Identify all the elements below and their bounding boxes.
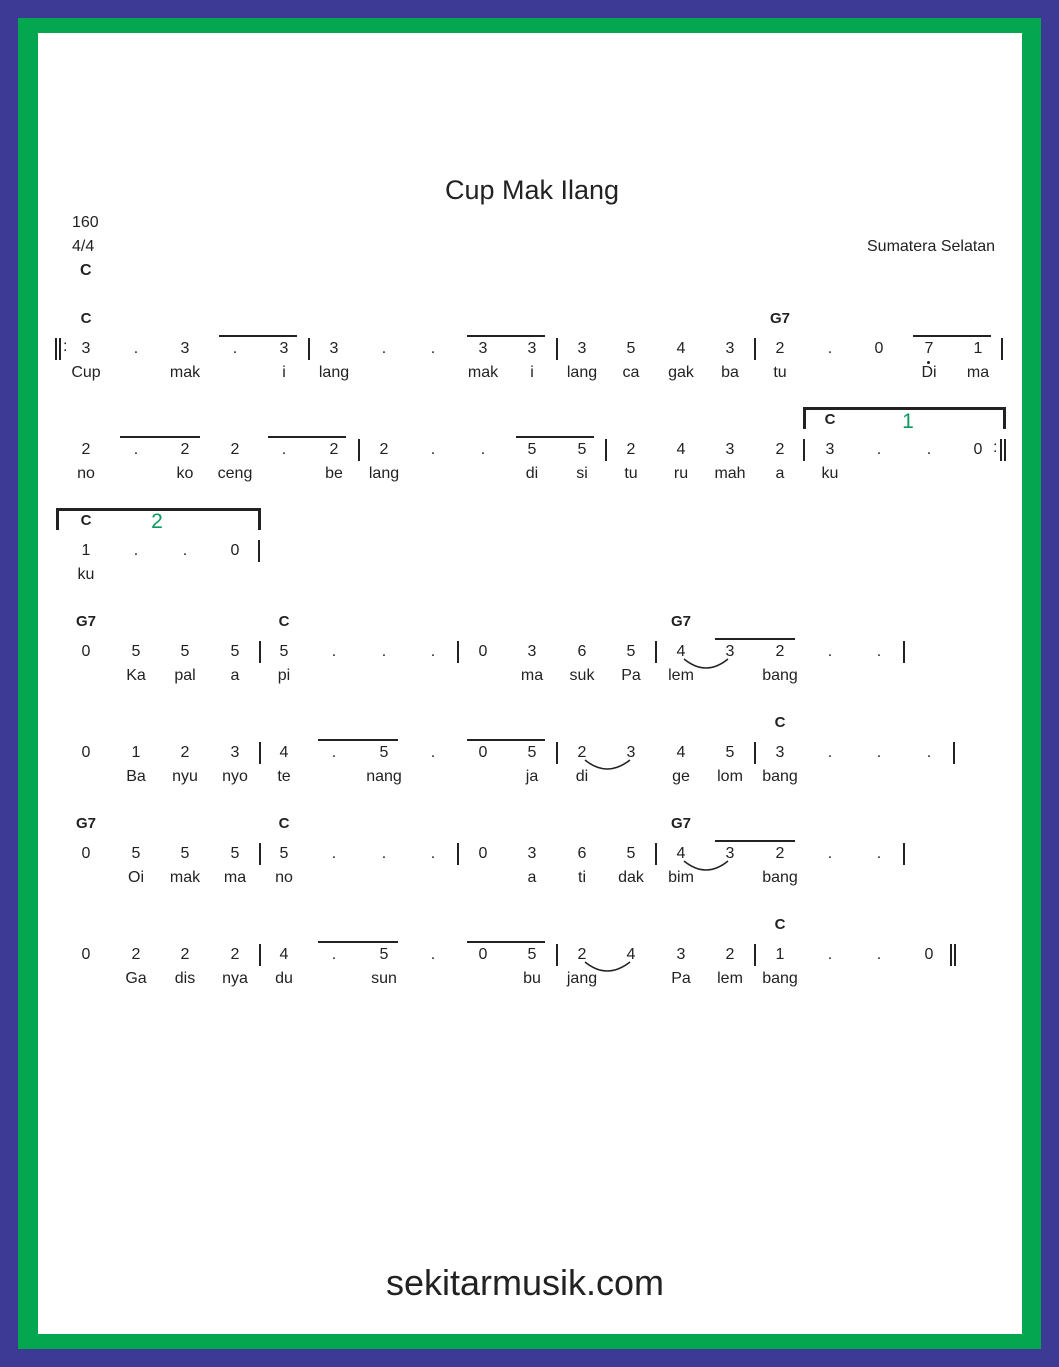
- note: 5: [180, 845, 190, 862]
- lyric-syllable: bang: [762, 970, 798, 987]
- lyric-syllable: si: [576, 465, 588, 482]
- lyric-syllable: gak: [668, 364, 694, 381]
- note: 5: [379, 744, 389, 761]
- note: .: [876, 946, 882, 963]
- lyric-syllable: tu: [624, 465, 638, 482]
- note: .: [232, 340, 238, 357]
- note: .: [827, 946, 833, 963]
- note: 5: [230, 643, 240, 660]
- note: 4: [676, 441, 686, 458]
- note: 5: [279, 845, 289, 862]
- note: .: [827, 643, 833, 660]
- lyric-syllable: bang: [762, 869, 798, 886]
- note: 5: [626, 845, 636, 862]
- note: 2: [180, 441, 190, 458]
- chord-symbol: G7: [769, 310, 791, 327]
- lyric-syllable: ja: [525, 768, 539, 785]
- note: 3: [478, 340, 488, 357]
- note: 4: [279, 946, 289, 963]
- lyric-syllable: tu: [773, 364, 787, 381]
- note: 4: [676, 643, 686, 660]
- note: .: [381, 643, 387, 660]
- lyric-syllable: be: [325, 465, 343, 482]
- lyric-syllable: ca: [622, 364, 640, 381]
- lyric-syllable: Ga: [125, 970, 147, 987]
- note: 5: [725, 744, 735, 761]
- note: 5: [230, 845, 240, 862]
- note: .: [926, 744, 932, 761]
- note: 7: [924, 340, 934, 357]
- note: 3: [725, 643, 735, 660]
- repeat-dots: :: [63, 338, 68, 355]
- note: 4: [626, 946, 636, 963]
- lyric-syllable: ceng: [217, 465, 253, 482]
- lyric-syllable: bang: [762, 768, 798, 785]
- note: 3: [279, 340, 289, 357]
- note: 3: [775, 744, 785, 761]
- lyric-syllable: Ba: [126, 768, 146, 785]
- note: 2: [626, 441, 636, 458]
- note: .: [430, 643, 436, 660]
- note: 0: [478, 845, 488, 862]
- chord-symbol: C: [80, 512, 92, 529]
- lyric-syllable: Pa: [621, 667, 641, 684]
- note: 4: [676, 845, 686, 862]
- lyric-syllable: lang: [566, 364, 598, 381]
- lyric-syllable: mah: [714, 465, 746, 482]
- note: 5: [577, 441, 587, 458]
- lyric-syllable: ba: [721, 364, 739, 381]
- note: .: [381, 340, 387, 357]
- lyric-syllable: bu: [523, 970, 541, 987]
- lyric-syllable: lang: [368, 465, 400, 482]
- lyric-syllable: mak: [467, 364, 499, 381]
- note: 3: [230, 744, 240, 761]
- note: 3: [676, 946, 686, 963]
- lyric-syllable: du: [275, 970, 293, 987]
- note: 0: [973, 441, 983, 458]
- slur: [585, 760, 630, 769]
- note: 1: [81, 542, 91, 559]
- chord-symbol: C: [278, 613, 290, 630]
- note: 2: [329, 441, 339, 458]
- lyric-syllable: bim: [668, 869, 694, 886]
- note: 2: [577, 946, 587, 963]
- note: 0: [478, 946, 488, 963]
- lyric-syllable: Di: [921, 364, 937, 381]
- song-title: Cup Mak Ilang: [444, 175, 620, 205]
- note: .: [331, 946, 337, 963]
- note: 3: [81, 340, 91, 357]
- second-ending-number: 2: [151, 510, 163, 533]
- lyric-syllable: nyu: [172, 768, 198, 785]
- note: 2: [81, 441, 91, 458]
- note: 3: [527, 340, 537, 357]
- lyric-syllable: pi: [277, 667, 291, 684]
- note: .: [381, 845, 387, 862]
- lyric-syllable: ku: [77, 566, 95, 583]
- note: 6: [577, 643, 587, 660]
- note: .: [430, 946, 436, 963]
- note: 2: [131, 946, 141, 963]
- note: .: [926, 441, 932, 458]
- note: 2: [577, 744, 587, 761]
- note: 3: [180, 340, 190, 357]
- lyric-syllable: lem: [668, 667, 694, 684]
- note: 2: [775, 643, 785, 660]
- lyric-syllable: te: [277, 768, 291, 785]
- note: 2: [230, 946, 240, 963]
- lyric-syllable: di: [525, 465, 539, 482]
- note: 0: [874, 340, 884, 357]
- note: 0: [81, 643, 91, 660]
- note: 4: [676, 744, 686, 761]
- lyric-syllable: Ka: [126, 667, 146, 684]
- chord-symbol: C: [774, 916, 786, 933]
- note: 5: [131, 643, 141, 660]
- note: 2: [775, 845, 785, 862]
- note: 5: [379, 946, 389, 963]
- lyric-syllable: Cup: [71, 364, 101, 381]
- note: 1: [131, 744, 141, 761]
- lyric-syllable: mak: [169, 364, 201, 381]
- note: 6: [577, 845, 587, 862]
- lyric-syllable: jang: [566, 970, 598, 987]
- first-ending-number: 1: [902, 410, 914, 433]
- note: .: [480, 441, 486, 458]
- lyric-syllable: bang: [762, 667, 798, 684]
- note: 3: [725, 845, 735, 862]
- slur: [684, 861, 728, 870]
- note: .: [281, 441, 287, 458]
- note: 2: [180, 744, 190, 761]
- note: 0: [478, 643, 488, 660]
- lyric-syllable: pal: [174, 667, 196, 684]
- note: 1: [775, 946, 785, 963]
- note: .: [331, 643, 337, 660]
- lyric-syllable: sun: [371, 970, 397, 987]
- lyric-syllable: dak: [618, 869, 644, 886]
- note: .: [133, 340, 139, 357]
- note: 5: [626, 643, 636, 660]
- song-origin: Sumatera Selatan: [867, 238, 996, 255]
- lyric-syllable: lem: [717, 970, 743, 987]
- note: 0: [230, 542, 240, 559]
- note: 3: [577, 340, 587, 357]
- note: .: [430, 441, 436, 458]
- note: 0: [81, 946, 91, 963]
- note: .: [331, 845, 337, 862]
- lyric-syllable: i: [282, 364, 286, 381]
- note: 2: [775, 441, 785, 458]
- lyric-syllable: lang: [318, 364, 350, 381]
- note: .: [133, 441, 139, 458]
- note: 3: [725, 441, 735, 458]
- note: 5: [131, 845, 141, 862]
- note: 3: [626, 744, 636, 761]
- note: 1: [973, 340, 983, 357]
- note: 5: [279, 643, 289, 660]
- note: 2: [180, 946, 190, 963]
- note: 4: [676, 340, 686, 357]
- chord-symbol: G7: [75, 815, 97, 832]
- lyric-syllable: dis: [174, 970, 196, 987]
- lyric-syllable: a: [230, 667, 240, 684]
- note: .: [827, 744, 833, 761]
- lyric-syllable: ku: [821, 465, 839, 482]
- note: .: [876, 845, 882, 862]
- chord-symbol: C: [774, 714, 786, 731]
- note: 4: [279, 744, 289, 761]
- lyric-syllable: nang: [366, 768, 402, 785]
- note: 3: [825, 441, 835, 458]
- note: 2: [775, 340, 785, 357]
- note: 5: [527, 744, 537, 761]
- lyric-syllable: ti: [578, 869, 586, 886]
- note: 3: [527, 845, 537, 862]
- note: 3: [329, 340, 339, 357]
- repeat-dots: :: [993, 439, 998, 456]
- note: .: [827, 340, 833, 357]
- lyric-syllable: Pa: [671, 970, 691, 987]
- note: .: [827, 845, 833, 862]
- note: .: [430, 744, 436, 761]
- note: .: [430, 340, 436, 357]
- note: 3: [725, 340, 735, 357]
- slur: [684, 659, 728, 668]
- lyric-syllable: Oi: [128, 869, 144, 886]
- note: .: [331, 744, 337, 761]
- note: 0: [924, 946, 934, 963]
- lyric-syllable: nyo: [222, 768, 248, 785]
- lyric-syllable: mak: [169, 869, 201, 886]
- note: .: [876, 441, 882, 458]
- lyric-syllable: ru: [673, 465, 689, 482]
- note: 0: [81, 845, 91, 862]
- lyric-syllable: suk: [569, 667, 595, 684]
- note: .: [182, 542, 188, 559]
- slur: [585, 962, 630, 971]
- note: .: [430, 845, 436, 862]
- chord-symbol: G7: [670, 815, 692, 832]
- lyric-syllable: ma: [223, 869, 247, 886]
- site-watermark: sekitarmusik.com: [385, 1262, 665, 1303]
- note: 3: [527, 643, 537, 660]
- lyric-syllable: lom: [717, 768, 743, 785]
- tempo: 160: [72, 214, 99, 231]
- note: 5: [527, 441, 537, 458]
- lyric-syllable: a: [527, 869, 537, 886]
- lyric-syllable: ko: [176, 465, 194, 482]
- note: .: [133, 542, 139, 559]
- lyric-syllable: di: [575, 768, 589, 785]
- note: 2: [379, 441, 389, 458]
- note: 5: [626, 340, 636, 357]
- chord-symbol: C: [278, 815, 290, 832]
- chord-symbol: G7: [75, 613, 97, 630]
- chord-symbol: C: [824, 411, 836, 428]
- chord-symbol: C: [80, 310, 92, 327]
- lyric-syllable: no: [275, 869, 293, 886]
- note: .: [876, 643, 882, 660]
- key-signature: C: [80, 262, 92, 279]
- note: 0: [478, 744, 488, 761]
- note: 2: [230, 441, 240, 458]
- lyric-syllable: i: [530, 364, 534, 381]
- lyric-syllable: a: [775, 465, 785, 482]
- note: .: [876, 744, 882, 761]
- lyric-syllable: nya: [222, 970, 248, 987]
- note: 5: [527, 946, 537, 963]
- lyric-syllable: no: [77, 465, 95, 482]
- lyric-syllable: ge: [672, 768, 690, 785]
- time-signature: 4/4: [72, 238, 95, 255]
- chord-symbol: G7: [670, 613, 692, 630]
- note: 2: [725, 946, 735, 963]
- note: 5: [180, 643, 190, 660]
- lyric-syllable: ma: [966, 364, 990, 381]
- note: 0: [81, 744, 91, 761]
- lyric-syllable: ma: [520, 667, 544, 684]
